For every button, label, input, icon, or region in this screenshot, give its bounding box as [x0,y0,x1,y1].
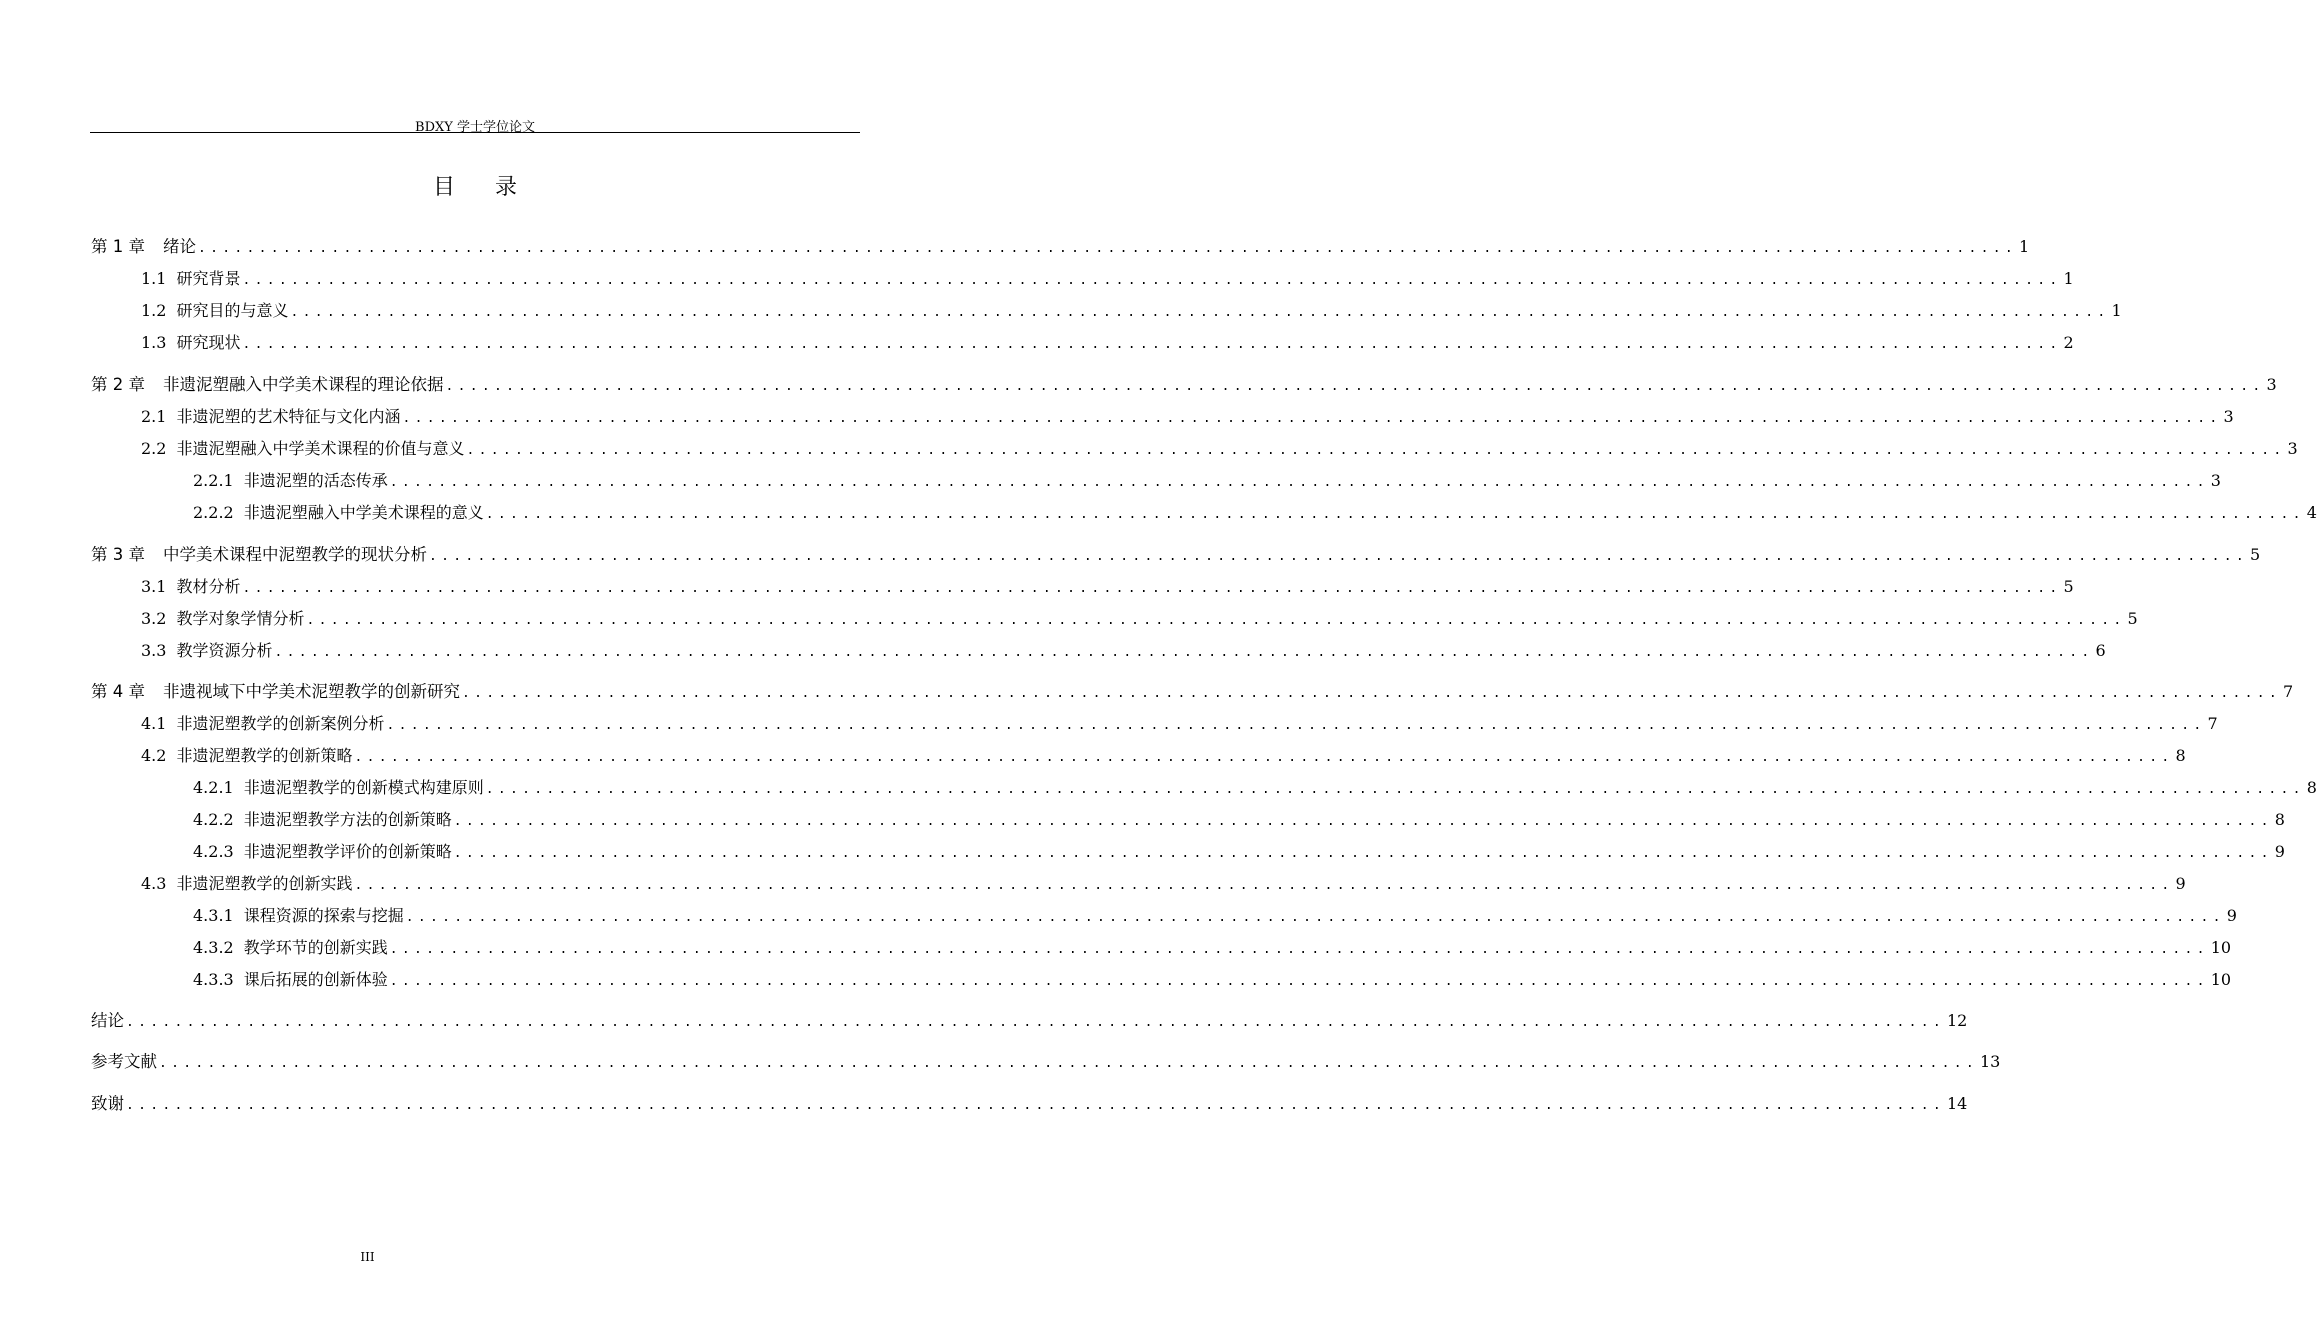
header-divider [90,132,860,133]
toc-entry-title: 非遗泥塑教学评价的创新策略 [243,842,452,861]
toc-entry-title: 非遗视域下中学美术泥塑教学的创新研究 [163,682,460,701]
toc-entry-number: 2.2.2 [193,503,234,522]
toc-entry-page: 8 [2175,746,2186,765]
toc-entry-title: 课后拓展的创新体验 [243,970,388,989]
toc-entry[interactable] [193,938,2232,960]
toc-entry-number: 4.3.1 [193,906,234,925]
toc-entry-page: 5 [2127,609,2138,628]
toc-entry-page: 1 [2111,301,2122,320]
toc-entry-title: 课程资源的探索与挖掘 [243,906,404,925]
toc-entry[interactable] [193,471,2221,493]
toc-entry[interactable] [141,641,2106,663]
toc-dot-leader: ...................................................................................................................................................... [405,910,2225,925]
page-number: III [360,1250,375,1264]
toc-dot-leader: ...................................................................................................................................................... [429,549,2248,564]
toc-entry-page: 10 [2210,938,2232,957]
toc-entry-number: 第 1 章 [91,237,145,256]
toc-entry-title: 绪论 [163,237,196,256]
toc-dot-leader: ...................................................................................................................................................... [242,581,2062,596]
toc-entry-title: 非遗泥塑教学的创新策略 [176,746,353,765]
toc-title: 目录 [432,175,557,200]
toc-entry-title: 结论 [91,1011,124,1030]
toc-entry-number: 4.3.3 [193,970,234,989]
toc-dot-leader: ...................................................................................................................................................... [242,273,2062,288]
toc-entry-title: 致谢 [91,1094,124,1113]
toc-dot-leader: ...................................................................................................................................................... [453,814,2273,829]
toc-entry-title: 教学资源分析 [176,641,273,660]
toc-dot-leader: ...................................................................................................................................................... [402,411,2222,426]
toc-entry[interactable] [193,842,2285,864]
toc-entry-page: 3 [2287,439,2298,458]
toc-entry-number: 4.2.3 [193,842,234,861]
toc-dot-leader: ...................................................................................................................................................... [389,475,2209,490]
toc-entry-title: 非遗泥塑融入中学美术课程的意义 [243,503,484,522]
toc-entry-page: 12 [1947,1011,1968,1030]
toc-entry[interactable] [141,874,2186,896]
toc-entry-number: 2.2.1 [193,471,234,490]
toc-entry-title: 参考文献 [91,1052,157,1071]
toc-entry-page: 3 [2223,407,2234,426]
toc-entry[interactable] [141,333,2074,355]
running-header: BDXY 学士学位论文 [415,120,535,135]
toc-entry[interactable] [193,970,2232,992]
toc-entry-title: 非遗泥塑的艺术特征与文化内涵 [176,407,401,426]
toc-entry[interactable] [141,269,2074,291]
toc-dot-leader: ...................................................................................................................................................... [389,942,2209,957]
toc-entry-title: 研究背景 [176,269,241,288]
toc-entry-page: 5 [2250,545,2261,564]
toc-entry[interactable] [91,545,2261,567]
toc-entry-page: 5 [2063,577,2074,596]
toc-dot-leader: ...................................................................................................................................................... [386,718,2206,733]
toc-entry-page: 8 [2306,778,2317,797]
toc-entry-page: 6 [2095,641,2106,660]
toc-dot-leader: ...................................................................................................................................................... [274,645,2094,660]
toc-dot-leader: ...................................................................................................................................................... [466,443,2286,458]
toc-entry[interactable] [91,1011,1968,1033]
toc-entry[interactable] [141,609,2138,631]
toc-dot-leader: ...................................................................................................................................................... [126,1098,1945,1113]
toc-entry-title: 教学对象学情分析 [176,609,305,628]
toc-entry[interactable] [193,810,2285,832]
toc-entry-title: 非遗泥塑教学的创新案例分析 [176,714,385,733]
toc-entry[interactable] [141,439,2298,461]
toc-entry-page: 7 [2207,714,2218,733]
toc-entry[interactable] [141,746,2186,768]
toc-dot-leader: ...................................................................................................................................................... [462,686,2281,701]
toc-dot-leader: ...................................................................................................................................................... [126,1015,1945,1030]
toc-entry-title: 教材分析 [176,577,241,596]
toc-entry[interactable] [141,301,2122,323]
toc-entry-number: 1.2 [141,301,167,320]
toc-entry[interactable] [193,906,2237,928]
toc-entry-number: 3.3 [141,641,167,660]
toc-entry-number: 4.2 [141,746,167,765]
toc-entry-title: 非遗泥塑教学的创新模式构建原则 [243,778,484,797]
toc-entry[interactable] [91,1094,1968,1116]
toc-entry[interactable] [91,237,2030,259]
toc-dot-leader: ...................................................................................................................................................... [453,846,2273,861]
toc-entry-number: 1.1 [141,269,167,288]
toc-dot-leader: ...................................................................................................................................................... [159,1056,1978,1071]
toc-entry-page: 7 [2283,682,2294,701]
toc-entry-number: 4.2.2 [193,810,234,829]
toc-entry[interactable] [91,375,2277,397]
toc-entry-page: 9 [2175,874,2186,893]
toc-entry[interactable] [91,682,2294,704]
toc-dot-leader: ...................................................................................................................................................... [354,878,2174,893]
toc-entry-number: 4.3 [141,874,167,893]
toc-entry-number: 4.1 [141,714,167,733]
toc-entry[interactable] [193,503,2317,525]
toc-entry-page: 1 [2019,237,2030,256]
toc-entry-number: 1.3 [141,333,167,352]
toc-dot-leader: ...................................................................................................................................................... [290,305,2110,320]
toc-dot-leader: ...................................................................................................................................................... [485,507,2305,522]
toc-entry-page: 3 [2266,375,2277,394]
toc-entry[interactable] [141,407,2234,429]
toc-entry[interactable] [193,778,2317,800]
toc-entry-page: 13 [1980,1052,2001,1071]
toc-entry-page: 14 [1947,1094,1968,1113]
toc-dot-leader: ...................................................................................................................................................... [354,750,2174,765]
toc-entry-number: 2.2 [141,439,167,458]
toc-entry[interactable] [141,577,2074,599]
toc-dot-leader: ...................................................................................................................................................... [306,613,2126,628]
toc-entry-number: 3.2 [141,609,167,628]
toc-entry-page: 2 [2063,333,2074,352]
toc-dot-leader: ...................................................................................................................................................... [242,337,2062,352]
toc-entry-title: 非遗泥塑融入中学美术课程的价值与意义 [176,439,465,458]
toc-entry-title: 研究现状 [176,333,241,352]
toc-entry-title: 非遗泥塑融入中学美术课程的理论依据 [163,375,444,394]
toc-entry-number: 4.2.1 [193,778,234,797]
toc-entry-page: 4 [2306,503,2317,522]
toc-entry-number: 第 4 章 [91,682,145,701]
toc-entry-title: 非遗泥塑教学的创新实践 [176,874,353,893]
toc-entry-page: 9 [2274,842,2285,861]
toc-dot-leader: ...................................................................................................................................................... [485,782,2305,797]
toc-entry-number: 3.1 [141,577,167,596]
toc-entry-title: 中学美术课程中泥塑教学的现状分析 [163,545,427,564]
toc-entry-number: 第 2 章 [91,375,145,394]
toc-dot-leader: ...................................................................................................................................................... [389,974,2209,989]
toc-entry-title: 教学环节的创新实践 [243,938,388,957]
toc-entry[interactable] [91,1052,2001,1074]
toc-entry-page: 9 [2226,906,2237,925]
toc-entry-page: 8 [2274,810,2285,829]
toc-entry[interactable] [141,714,2218,736]
toc-entry-page: 1 [2063,269,2074,288]
toc-entry-title: 研究目的与意义 [176,301,289,320]
toc-entry-page: 3 [2210,471,2221,490]
toc-dot-leader: ...................................................................................................................................................... [198,241,2017,256]
toc-entry-page: 10 [2210,970,2232,989]
toc-entry-title: 非遗泥塑的活态传承 [243,471,388,490]
toc-entry-number: 第 3 章 [91,545,145,564]
toc-dot-leader: ...................................................................................................................................................... [445,379,2265,394]
toc-entry-title: 非遗泥塑教学方法的创新策略 [243,810,452,829]
toc-entry-number: 2.1 [141,407,167,426]
toc-entry-number: 4.3.2 [193,938,234,957]
